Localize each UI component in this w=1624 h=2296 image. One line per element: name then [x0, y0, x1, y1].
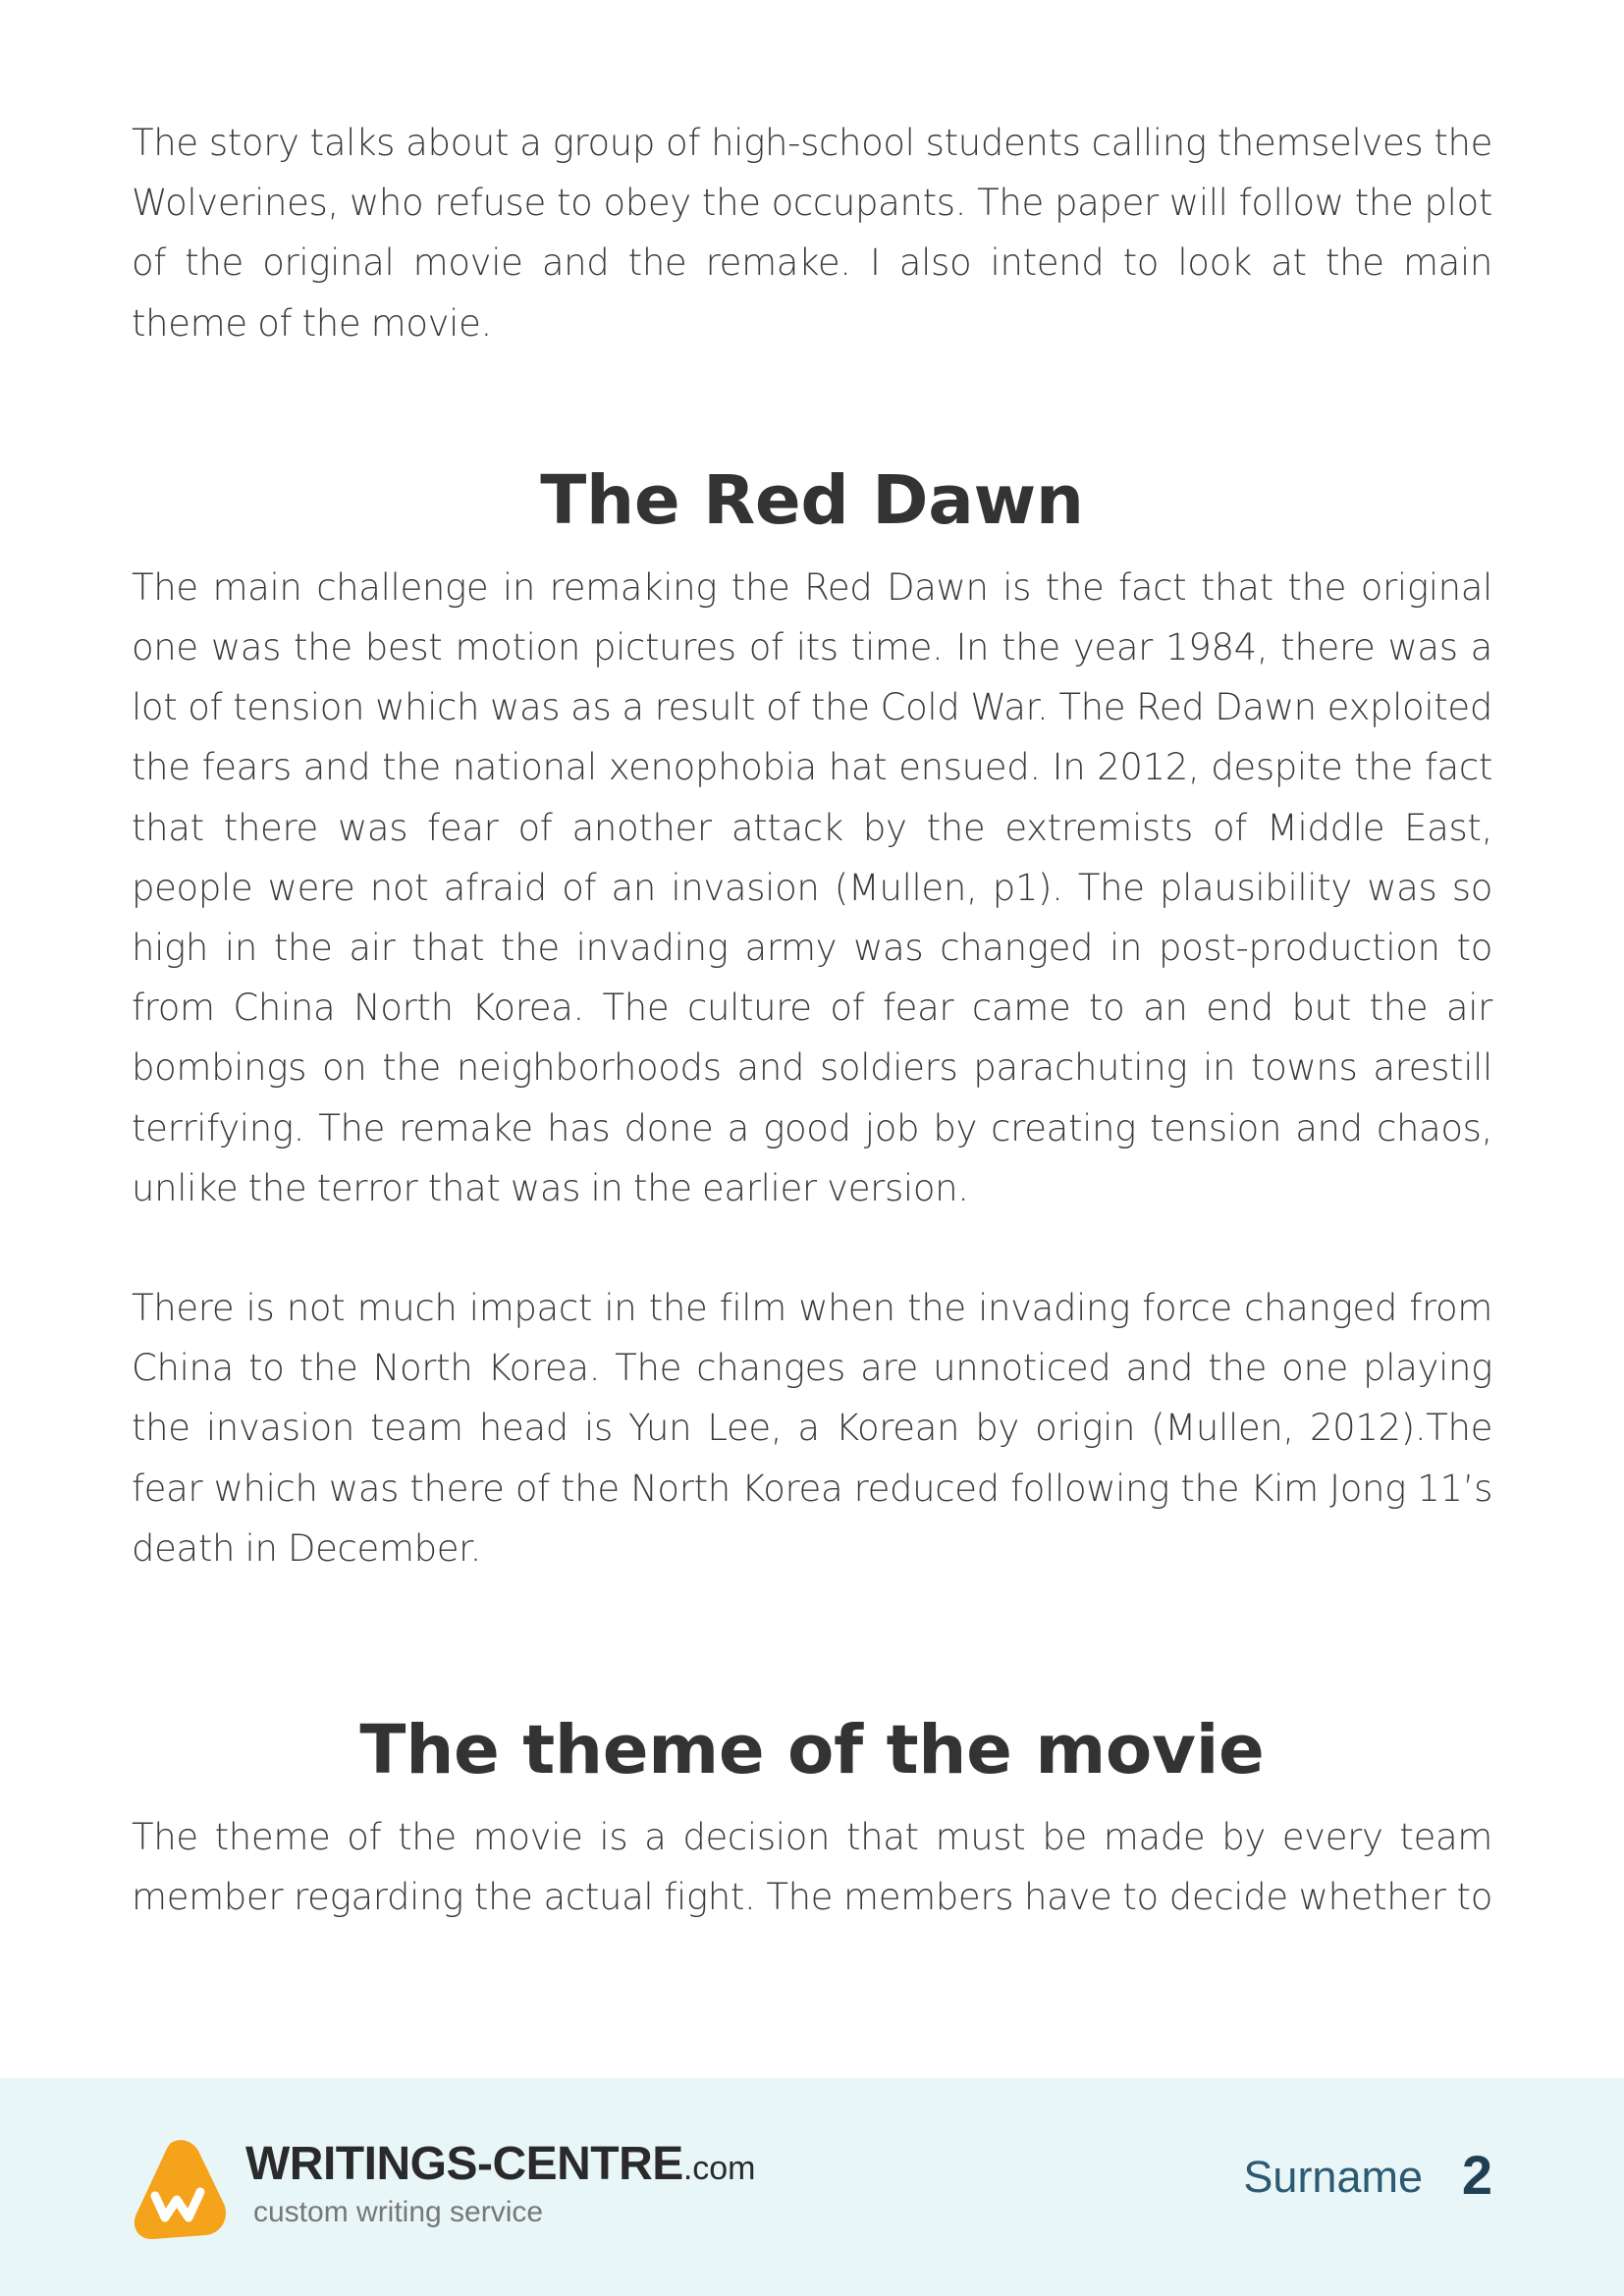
section-heading-theme: The theme of the movie [359, 1711, 1265, 1790]
author-surname: Surname [1243, 2152, 1423, 2202]
section-heading-wrap [132, 353, 1492, 558]
red-dawn-paragraph-2: There is not much impact in the film when the invading force changed from China to the North Korea. The changes are unnoticed and the one playing the invasion team head is Yun Lee, a Korean by origin (Mullen, 2012).The fear which was there of the North Korea reduced following the Kim Jong 11’s death in December. [132, 1287, 1492, 1570]
brand-tagline: custom writing service [253, 2196, 544, 2228]
page-footer [0, 2078, 1624, 2296]
intro-paragraph: The story talks about a group of high-school students calling themselves the Wolverines, who refuse to obey the occupants. The paper will follow the plot of the original movie and the remake. I also intend to look at the main theme of the movie. [132, 122, 1492, 345]
red-dawn-paragraph-1: The main challenge in remaking the Red Dawn is the fact that the original one was the best motion pictures of its time. In the year 1984, there was a lot of tension which was as a result of the Cold War. The Red Dawn exploited the fears and the national xenophobia hat ensued. In 2012, despite the fact that there was fear of another attack by the extremists of Middle East, people were not afraid of an invasion (Mullen, p1). The plausibility was so high in the air that the invading army was changed in post-production to from China North Korea. The culture of fear came to an end but the air bombings on the neighborhoods and soldiers parachuting in towns arestill terrifying. The remake has done a good job by creating tension and chaos, unlike the terror that was in the earlier version. [132, 565, 1492, 1209]
writings-centre-logo-icon [132, 2135, 230, 2243]
section-heading-red-dawn: The Red Dawn [540, 460, 1084, 540]
paragraph-gap [132, 1218, 1492, 1278]
brand-name: WRITINGS-CENTRE [245, 2138, 683, 2190]
document-content [132, 113, 1492, 1927]
brand-tld: .com [682, 2150, 756, 2187]
brand-wordmark[interactable] [245, 2137, 756, 2191]
page-number: 2 [1461, 2144, 1492, 2206]
section-heading-wrap [132, 1578, 1492, 1807]
theme-paragraph: The theme of the movie is a decision that must be made by every team member regarding the actual fight. The members have to decide whether to [132, 1816, 1492, 1919]
